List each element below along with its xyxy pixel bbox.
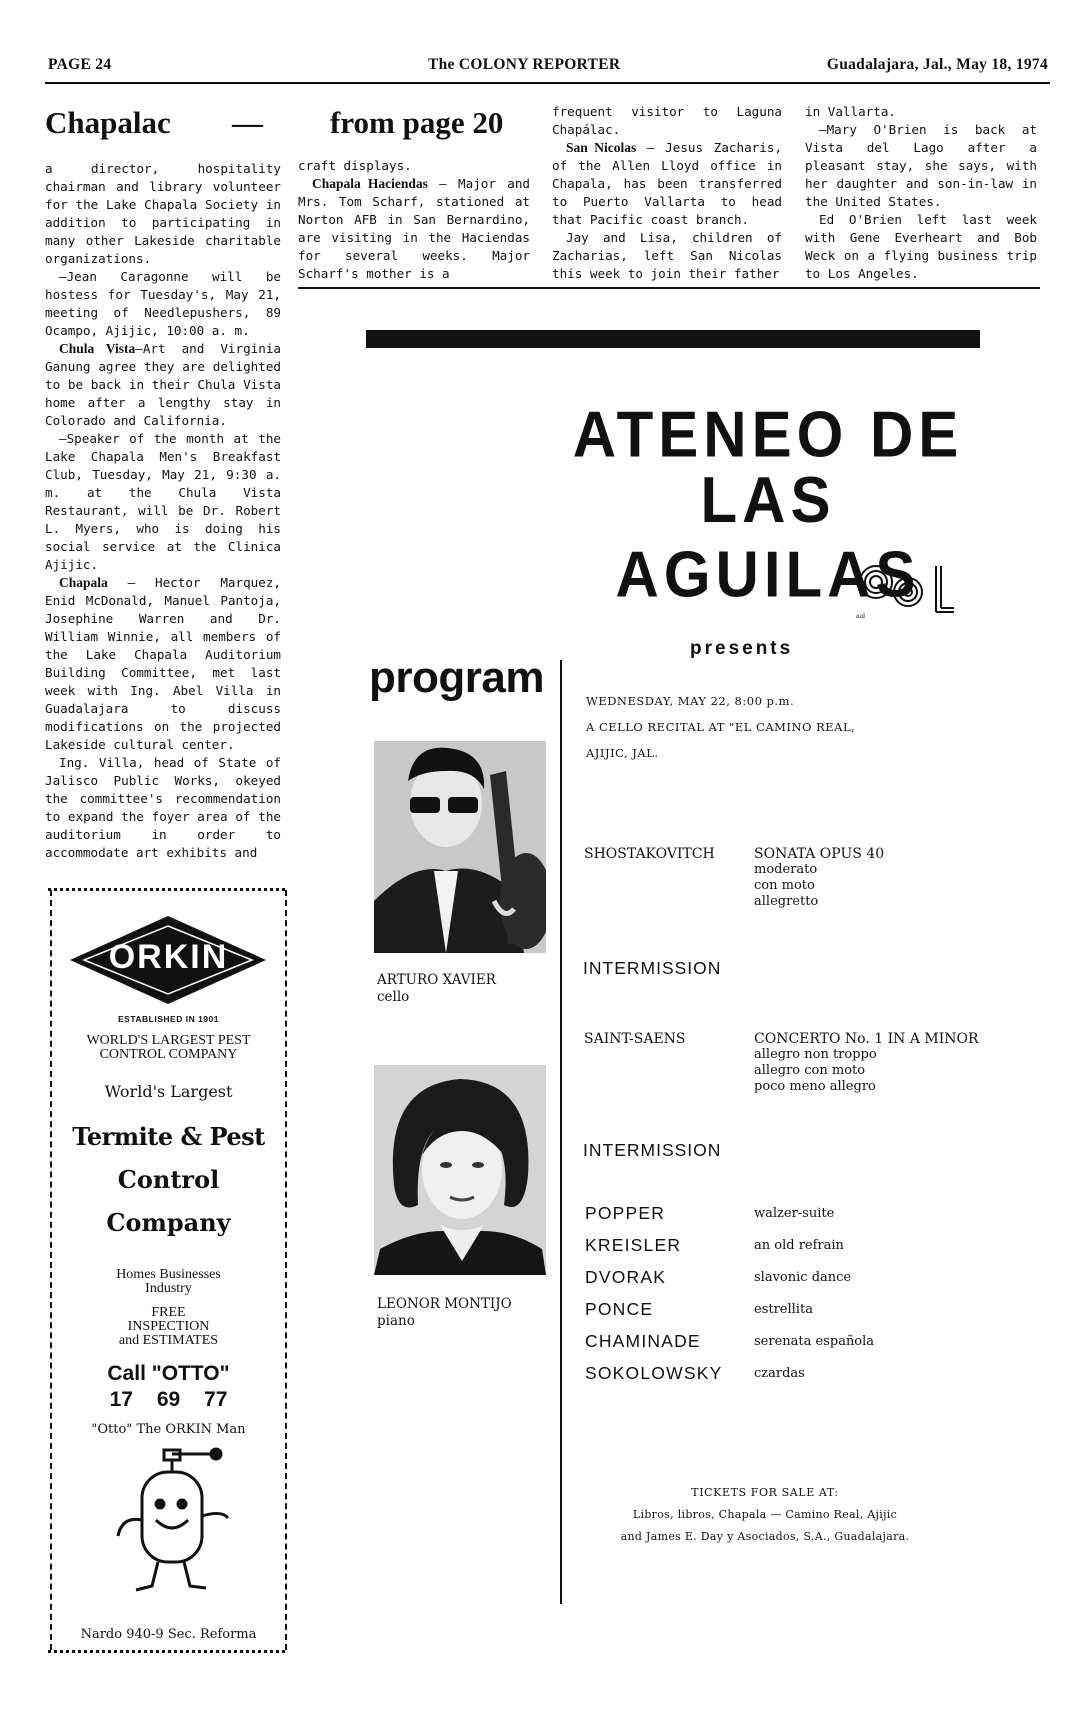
presents-label: presents bbox=[690, 638, 794, 659]
orkin-sub-2: Industry bbox=[145, 1281, 192, 1296]
story-end-rule bbox=[298, 287, 1040, 289]
orkin-established: ESTABLISHED IN 1901 bbox=[118, 1014, 219, 1024]
ateneo-title-1: ATENEO DE bbox=[572, 398, 964, 471]
col1-paragraph: a director, hospitality chairman and library volunteer for the Lake Chapala Society in addition to participating in many other Lakeside charitable organizations. bbox=[45, 161, 281, 266]
performer-1-instrument: cello bbox=[377, 989, 410, 1005]
orkin-free-3: and ESTIMATES bbox=[118, 1333, 219, 1348]
concert-place: AJIJIC, JAL. bbox=[586, 746, 659, 760]
orkin-otto-line: "Otto" The ORKIN Man bbox=[91, 1422, 246, 1437]
col3-article bbox=[552, 103, 782, 283]
col4-paragraph: —Mary O'Brien is back at Vista del Lago after a pleasant stay, she says, with her daughter and son-in-law in the United States. bbox=[805, 122, 1037, 209]
col1-article bbox=[45, 160, 281, 862]
col1-headline: Chapalac bbox=[45, 105, 171, 140]
work-1 bbox=[754, 846, 884, 910]
encore-piece: an old refrain bbox=[754, 1238, 844, 1253]
work-2-movement: allegro con moto bbox=[754, 1063, 866, 1078]
performer-2 bbox=[377, 1296, 512, 1330]
newspaper-name: The COLONY REPORTER bbox=[428, 56, 621, 73]
orkin-logo-text: ORKIN bbox=[108, 938, 229, 976]
dateline: Guadalajara, Jal., May 18, 1974 bbox=[826, 56, 1048, 73]
encore-composer: PONCE bbox=[585, 1299, 654, 1319]
concert-date: WEDNESDAY, MAY 22, 8:00 p.m. bbox=[586, 694, 795, 708]
header-rule bbox=[45, 82, 1050, 84]
col4-article bbox=[805, 103, 1037, 283]
performer-2-instrument: piano bbox=[377, 1313, 415, 1329]
work-2-movement: allegro non troppo bbox=[754, 1047, 877, 1062]
col1-paragraph: — Hector Marquez, Enid McDonald, Manuel Pantoja, Josephine Warren and Dr. William Winnie, all members of the Lake Chapala Auditorium Building Committee, met last week with Ing. Abel Villa in Guadalajara to discuss modifications on the projected Lakeside cultural center. bbox=[45, 575, 281, 752]
encore-composer: CHAMINADE bbox=[585, 1331, 701, 1351]
col2-headline: from page 20 bbox=[330, 105, 504, 140]
work-2-movement: poco meno allegro bbox=[754, 1079, 876, 1094]
orkin-free-1: FREE bbox=[151, 1305, 186, 1320]
col3-dateline: San Nicolas bbox=[566, 140, 637, 155]
orkin-worlds-largest: World's Largest bbox=[104, 1082, 233, 1101]
ateneo-title-2: LAS AGUILAS bbox=[615, 463, 921, 611]
performer-2-name: LEONOR MONTIJO bbox=[377, 1296, 512, 1312]
encore-piece: estrellita bbox=[754, 1302, 813, 1317]
orkin-sub-1: Homes Businesses bbox=[116, 1267, 221, 1282]
encore-composer: DVORAK bbox=[585, 1267, 667, 1287]
col2-paragraph: — Major and Mrs. Tom Scharf, stationed at Norton AFB in San Bernardino, are visiting in the Haciendas for several weeks. Major Scharf's mother is a bbox=[298, 176, 530, 281]
col1-paragraph: —Art and Virginia Ganung agree they are delighted to be back in their Chula Vista home after a lengthy stay in Colorado and California. bbox=[45, 341, 281, 428]
encore-composer: POPPER bbox=[585, 1203, 666, 1223]
orkin-big-line-2: Control bbox=[117, 1165, 220, 1194]
orkin-phone: 17 69 77 bbox=[109, 1388, 228, 1411]
ad-top-bar bbox=[366, 330, 980, 348]
col1-headline-dash: — bbox=[232, 105, 263, 140]
col1-paragraph: —Speaker of the month at the Lake Chapala Men's Breakfast Club, Tuesday, May 21, 9:30 a. m. at the Chula Vista Restaurant, will be Dr. Robert L. Myers, who is doing his social service at the Clinica Ajijic. bbox=[45, 431, 281, 572]
work-1-composer: SHOSTAKOVITCH bbox=[584, 846, 715, 862]
col2-paragraph: craft displays. bbox=[298, 158, 412, 173]
work-1-movement: allegretto bbox=[754, 894, 819, 909]
col1-paragraph: Ing. Villa, head of State of Jalisco Public Works, okeyed the committee's recommendation to expand the foyer area of the auditorium in order to accommodate art exhibits and bbox=[45, 755, 281, 860]
orkin-call-otto: Call "OTTO" bbox=[107, 1362, 230, 1385]
col1-paragraph: —Jean Caragonne will be hostess for Tuesday's, May 21, meeting of Needlepushers, 89 Ocampo, Ajijic, 10:00 a. m. bbox=[45, 269, 281, 338]
orkin-free-2: INSPECTION bbox=[127, 1319, 210, 1334]
performer-1-name: ARTURO XAVIER bbox=[377, 972, 496, 988]
orkin-man-mascot-icon bbox=[112, 1446, 232, 1596]
col4-paragraph: in Vallarta. bbox=[805, 104, 896, 119]
aal-monogram-logo bbox=[856, 556, 956, 620]
orkin-address: Nardo 940-9 Sec. Reforma bbox=[80, 1627, 257, 1642]
col3-paragraph: Jay and Lisa, children of Zacharias, left San Nicolas this week to join their father bbox=[552, 230, 782, 281]
col1-dateline: Chapala bbox=[59, 575, 108, 590]
program-heading: program bbox=[369, 653, 544, 702]
work-2 bbox=[754, 1031, 979, 1095]
ad-border-bottom bbox=[48, 1650, 285, 1656]
col2-dateline: Chapala Haciendas bbox=[312, 176, 428, 191]
encore-composer: SOKOLOWSKY bbox=[585, 1363, 723, 1383]
program-divider bbox=[560, 660, 562, 1604]
encore-composer: KREISLER bbox=[585, 1235, 682, 1255]
orkin-ad bbox=[50, 890, 287, 1650]
orkin-big-line-1: Termite & Pest bbox=[72, 1122, 265, 1151]
encore-piece: czardas bbox=[754, 1366, 805, 1381]
intermission-1: INTERMISSION bbox=[583, 958, 722, 978]
work-2-title: CONCERTO No. 1 IN A MINOR bbox=[754, 1031, 979, 1047]
col4-paragraph: Ed O'Brien left last week with Gene Everheart and Bob Weck on a flying business trip to Los Angeles. bbox=[805, 212, 1037, 281]
orkin-big-line-3: Company bbox=[106, 1208, 231, 1237]
orkin-tagline-2: CONTROL COMPANY bbox=[99, 1047, 238, 1062]
intermission-2: INTERMISSION bbox=[583, 1140, 722, 1160]
tickets-heading: TICKETS FOR SALE AT: bbox=[691, 1486, 839, 1499]
tickets-line-1: Libros, libros, Chapala — Camino Real, Ajijic bbox=[632, 1508, 898, 1521]
concert-recital: A CELLO RECITAL AT "EL CAMINO REAL, bbox=[586, 720, 856, 734]
tickets-line-2: and James E. Day y Asociados, S.A., Guadalajara. bbox=[620, 1530, 910, 1543]
col1-dateline: Chula Vista bbox=[59, 341, 136, 356]
work-2-composer: SAINT-SAENS bbox=[584, 1031, 686, 1047]
col2-article bbox=[298, 157, 530, 283]
pianist-photo bbox=[374, 1065, 546, 1275]
col3-paragraph: frequent visitor to Laguna Chapálac. bbox=[552, 104, 782, 137]
col3-paragraph: — Jesus Zacharis, of the Allen Lloyd office in Chapala, has been transferred to Puerto Vallarta to head that Pacific coast branch. bbox=[552, 140, 782, 227]
page-number: PAGE 24 bbox=[48, 56, 112, 73]
performer-1 bbox=[377, 972, 496, 1006]
encore-piece: serenata española bbox=[754, 1334, 875, 1349]
encore-piece: slavonic dance bbox=[754, 1270, 852, 1285]
work-1-movement: con moto bbox=[754, 878, 815, 893]
cellist-photo bbox=[374, 741, 546, 953]
work-1-title: SONATA OPUS 40 bbox=[754, 846, 885, 862]
encore-piece: walzer-suite bbox=[754, 1206, 835, 1221]
orkin-tagline-1: WORLD'S LARGEST PEST bbox=[86, 1033, 251, 1048]
work-1-movement: moderato bbox=[754, 862, 818, 877]
monogram-text: aal bbox=[856, 613, 866, 620]
